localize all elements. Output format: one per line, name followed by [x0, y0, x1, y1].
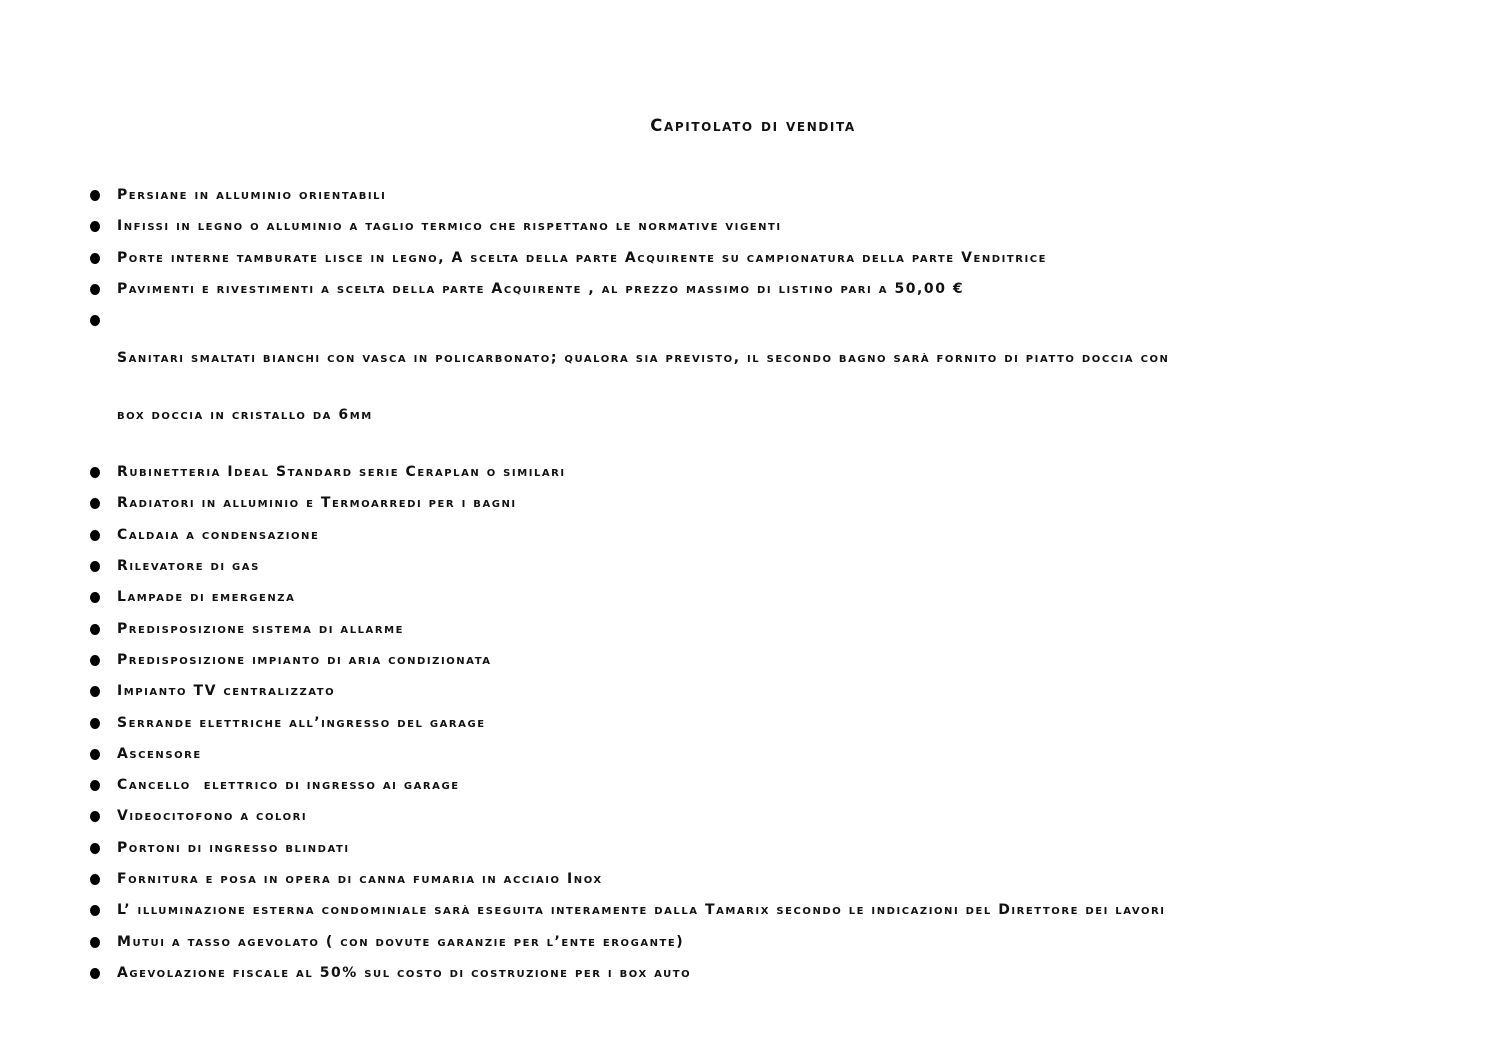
list-item-text-continuation: box doccia in cristallo da 6mm — [117, 407, 373, 424]
list-item — [88, 776, 1408, 807]
list-item-text: Rilevatore di gas — [117, 558, 260, 575]
list-item-text: Caldaia a condensazione — [117, 526, 320, 543]
bullet-icon — [90, 284, 100, 295]
list-item-text: Pavimenti e rivestimenti a scelta della parte Acquirente , al prezzo massimo di listino pari a 50,00 € — [117, 280, 965, 297]
list-item-text: Sanitari smaltati bianchi con vasca in policarbonato; qualora sia previsto, il secondo bagno sarà fornito di piatto doccia con — [117, 350, 1170, 367]
bullet-icon — [90, 561, 100, 572]
bullet-icon — [90, 592, 100, 603]
list-item — [88, 588, 1408, 619]
list-item — [88, 901, 1408, 932]
list-item — [88, 682, 1408, 713]
list-item-text: Portoni di ingresso blindati — [117, 839, 350, 856]
bullet-icon — [90, 780, 100, 791]
bullet-icon — [90, 843, 100, 854]
bullet-icon — [90, 749, 100, 760]
bullet-icon — [90, 655, 100, 666]
list-item — [88, 745, 1408, 776]
list-item-text: Impianto TV centralizzato — [117, 683, 336, 700]
bullet-icon — [90, 467, 100, 478]
list-item-text: Porte interne tamburate lisce in legno, A scelta della parte Acquirente su campionatura della parte Venditrice — [117, 249, 1048, 266]
list-item — [88, 557, 1408, 588]
list-item-text: Predisposizione sistema di allarme — [117, 620, 404, 637]
list-item-text: Videocitofono a colori — [117, 808, 308, 825]
list-item-text: L’ illuminazione esterna condominiale sarà eseguita interamente dalla Tamarix secondo le indicazioni del Direttore dei lavori — [117, 902, 1166, 919]
bullet-icon — [90, 905, 100, 916]
bullet-icon — [90, 624, 100, 635]
list-item-text: Radiatori in alluminio e Termoarredi per i bagni — [117, 495, 517, 512]
bullet-icon — [90, 874, 100, 885]
bullet-icon — [90, 686, 100, 697]
list-item-text: Mutui a tasso agevolato ( con dovute garanzie per l’ente erogante) — [117, 933, 685, 950]
list-item — [88, 526, 1408, 557]
list-item-text: Predisposizione impianto di aria condizionata — [117, 651, 492, 668]
list-item — [88, 217, 1408, 248]
list-item-text: Serrande elettriche all’ingresso del garage — [117, 714, 486, 731]
bullet-icon — [90, 498, 100, 509]
list-item — [88, 249, 1408, 280]
list-item — [88, 620, 1408, 651]
list-item — [88, 870, 1408, 901]
bullet-icon — [90, 221, 100, 232]
bullet-icon — [90, 530, 100, 541]
bullet-icon — [90, 968, 100, 979]
list-item-text: Agevolazione fiscale al 50% sul costo di costruzione per i box auto — [117, 964, 692, 981]
list-item — [88, 964, 1408, 995]
list-item-text: Fornitura e posa in opera di canna fumaria in acciaio Inox — [117, 871, 603, 888]
list-item-text: Persiane in alluminio orientabili — [117, 187, 387, 203]
page-title: Capitolato di vendita — [650, 116, 856, 135]
specification-list — [88, 186, 1408, 995]
bullet-icon — [90, 718, 100, 729]
list-item — [88, 651, 1408, 682]
list-item-text: Infissi in legno o alluminio a taglio termico che rispettano le normative vigenti — [117, 218, 782, 235]
list-item — [88, 933, 1408, 964]
list-item-text: Ascensore — [117, 745, 202, 762]
list-item — [88, 714, 1408, 745]
list-item — [88, 186, 1408, 217]
bullet-icon — [90, 811, 100, 822]
list-item-text-block — [117, 311, 1169, 463]
list-item-text: Rubinetteria Ideal Standard serie Ceraplan o similari — [117, 464, 566, 481]
list-item — [88, 494, 1408, 525]
bullet-icon — [90, 253, 100, 264]
bullet-icon — [90, 937, 100, 948]
bullet-icon — [90, 190, 100, 201]
list-item — [88, 280, 1408, 311]
list-item — [88, 311, 1408, 463]
list-item-text: Cancello elettrico di ingresso ai garage — [117, 777, 460, 794]
bullet-icon — [90, 315, 100, 326]
list-item-text: Lampade di emergenza — [117, 589, 296, 606]
list-item — [88, 839, 1408, 870]
list-item — [88, 807, 1408, 838]
list-item — [88, 463, 1408, 494]
